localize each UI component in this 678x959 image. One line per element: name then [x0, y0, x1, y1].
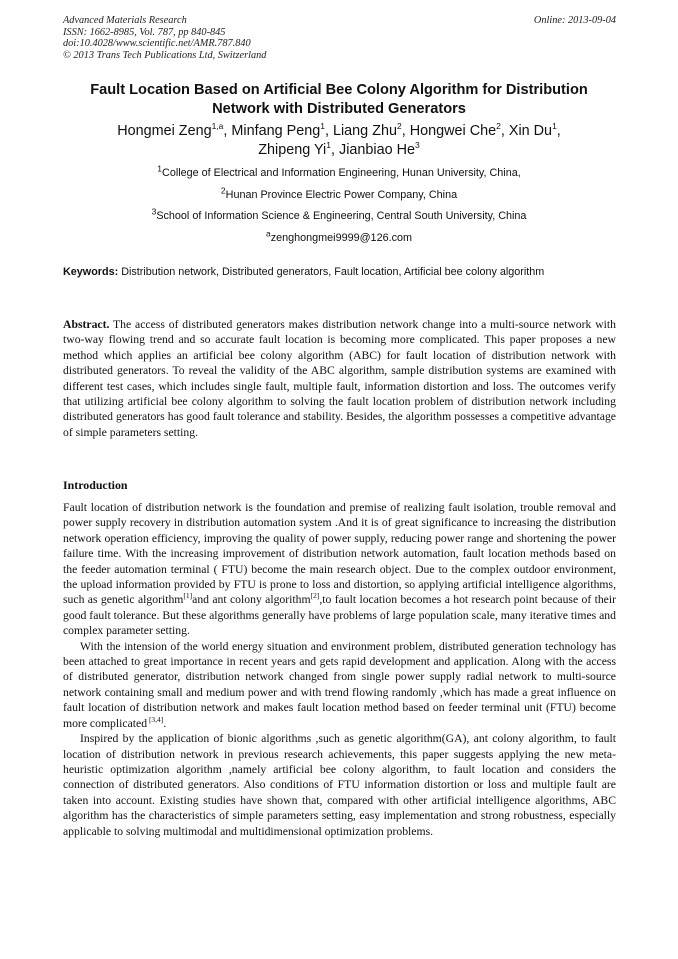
abstract-label: Abstract.	[63, 318, 110, 331]
affiliation-sup: 3	[151, 206, 157, 217]
email-text: zenghongmei9999@126.com	[270, 232, 412, 244]
affiliation-text: School of Information Science & Engineering, Central South University, China	[156, 210, 527, 222]
author-name: Liang Zhu	[332, 123, 397, 139]
keywords-text: Distribution network, Distributed generators, Fault location, Artificial bee colony algorithm	[121, 266, 545, 278]
intro-paragraph-2	[63, 639, 616, 731]
author-name: Hongwei Che	[409, 123, 497, 139]
keywords-label: Keywords:	[63, 266, 119, 278]
intro-paragraph-3: Inspired by the application of bionic algorithms ,such as genetic algorithm(GA), ant colony algorithm, to fault location of distribution network in previous research achievements, this paper suggests applying the new meta-heuristic optimization algorithm ,namely artificial bee colony algorithm, to fault location and considers the connection of distributed generators. Also conditions of FTU information distortion or loss and multiple fault are taken into account. Existing studies have shown that, compared with other artificial intelligence algorithms, ABC algorithm has the characteristics of simple parameters setting, easy implementation and strong robustness, especially applicable to solving multimodal and multidimensional optimization problems.	[63, 732, 616, 838]
author-line-1: Hongmei Zeng$^{1,a}$, Minfang Peng$^1$, Liang Zhu$^2$, Hongwei Che$^2$, Xin Du$^1$,	[117, 121, 561, 139]
author-sup: 3	[415, 140, 420, 151]
paragraph-text: With the intension of the world energy situation and environment problem, distributed generation technology has been attached to great importance in recent years and gets rapid development and application. Along with the access of distributed generator, distribution network changed from single power supply radial network to multi-source network containing small and medium power and with trend flowing randomly ,which has made a great influence on fault location of distribution network and makes fault location method based on feeder terminal unit (FTU) become more complicated	[63, 639, 616, 730]
paragraph-text: and ant colony algorithm	[192, 593, 311, 607]
author-sup: 2	[496, 121, 501, 132]
paragraph-text: .	[163, 716, 167, 730]
citation-ref: [2]	[310, 591, 320, 601]
author-name: Xin Du	[508, 123, 553, 139]
contact-email	[60, 228, 618, 245]
intro-paragraph-1	[63, 500, 616, 639]
affiliation-sup: 1	[157, 163, 163, 174]
affiliation-3	[60, 206, 618, 223]
author-sup: 1,a	[211, 121, 224, 132]
abstract-text: The access of distributed generators makes distribution network change into a multi-source network with two-way flowing trend and so accurate fault location is becoming more complicated. This paper proposes a new method which applies an artificial bee colony algorithm (ABC) for fault location of distribution network with distributed generators. To reveal the validity of the ABC algorithm, sample distribution systems are examined with different test cases, which includes single fault, multiple fault, information distortion and loss. The outcomes verify that utilizing artificial bee colony algorithm to solving the fault location problem of distribution network including distributed generators has good fault tolerance and stability. Besides, the algorithm possesses a competitive advantage of simple parameters setting.	[63, 318, 616, 439]
keywords	[63, 266, 616, 279]
section-heading-introduction: Introduction	[63, 478, 128, 492]
journal-header	[63, 15, 616, 61]
affiliation-2	[60, 185, 618, 202]
author-sup: 2	[396, 121, 402, 132]
author-sup: 1	[552, 121, 557, 132]
author-line-2: Zhipeng Yi$^1$, Jianbiao He$^3$	[258, 140, 420, 158]
author-sup: 1	[326, 140, 331, 151]
introduction-body	[63, 500, 616, 839]
journal-copyright: © 2013 Trans Tech Publications Ltd, Switzerland	[63, 49, 267, 61]
paper-title	[60, 81, 618, 119]
affiliation-sup: 2	[220, 185, 226, 196]
abstract	[63, 317, 616, 440]
online-date: Online: 2013-09-04	[533, 15, 616, 26]
author-name: Zhipeng Yi	[258, 142, 327, 158]
journal-doi: doi:10.4028/www.scientific.net/AMR.787.840	[63, 38, 251, 50]
affiliation-text: College of Electrical and Information Engineering, Hunan University, China,	[162, 167, 521, 179]
author-list	[60, 122, 618, 160]
affiliation-1	[60, 163, 618, 180]
author-name: Jianbiao He	[339, 142, 416, 158]
affiliation-text: Hunan Province Electric Power Company, China	[225, 189, 458, 201]
paragraph-text: ,to fault location becomes a hot research point because of their good fault tolerance. But these algorithms generally have problems of large population scale, many iterative times and complex parameter setting.	[63, 593, 616, 638]
title-line-1: Fault Location Based on Artificial Bee Colony Algorithm for Distribution	[90, 82, 588, 98]
email-sup: a	[266, 228, 271, 239]
citation-ref: [3,4]	[147, 714, 164, 724]
author-name: Hongmei Zeng	[117, 123, 212, 139]
author-sup: 1	[320, 121, 325, 132]
paragraph-text: Fault location of distribution network is the foundation and premise of realizing fault isolation, trouble removal and power supply recovery in distribution automation system .And it is of great significance to increasing the distribution network operation efficiency, improving the quality of power supply, reducing power range and shortening the power failure time. With the increasing improvement of distribution network automation, fault location methods based on the feeder automation terminal ( FTU) become the main research object. Due to the complex outdoor environment, the upload information provided by FTU is prone to loss and distortion, so applying artificial intelligence algorithms, such as genetic algorithm	[63, 501, 616, 607]
journal-issn: ISSN: 1662-8985, Vol. 787, pp 840-845	[63, 26, 226, 38]
author-name: Minfang Peng	[231, 123, 321, 139]
journal-name: Advanced Materials Research	[63, 15, 187, 26]
citation-ref: [1]	[183, 591, 193, 601]
title-line-2: Network with Distributed Generators	[212, 101, 466, 117]
